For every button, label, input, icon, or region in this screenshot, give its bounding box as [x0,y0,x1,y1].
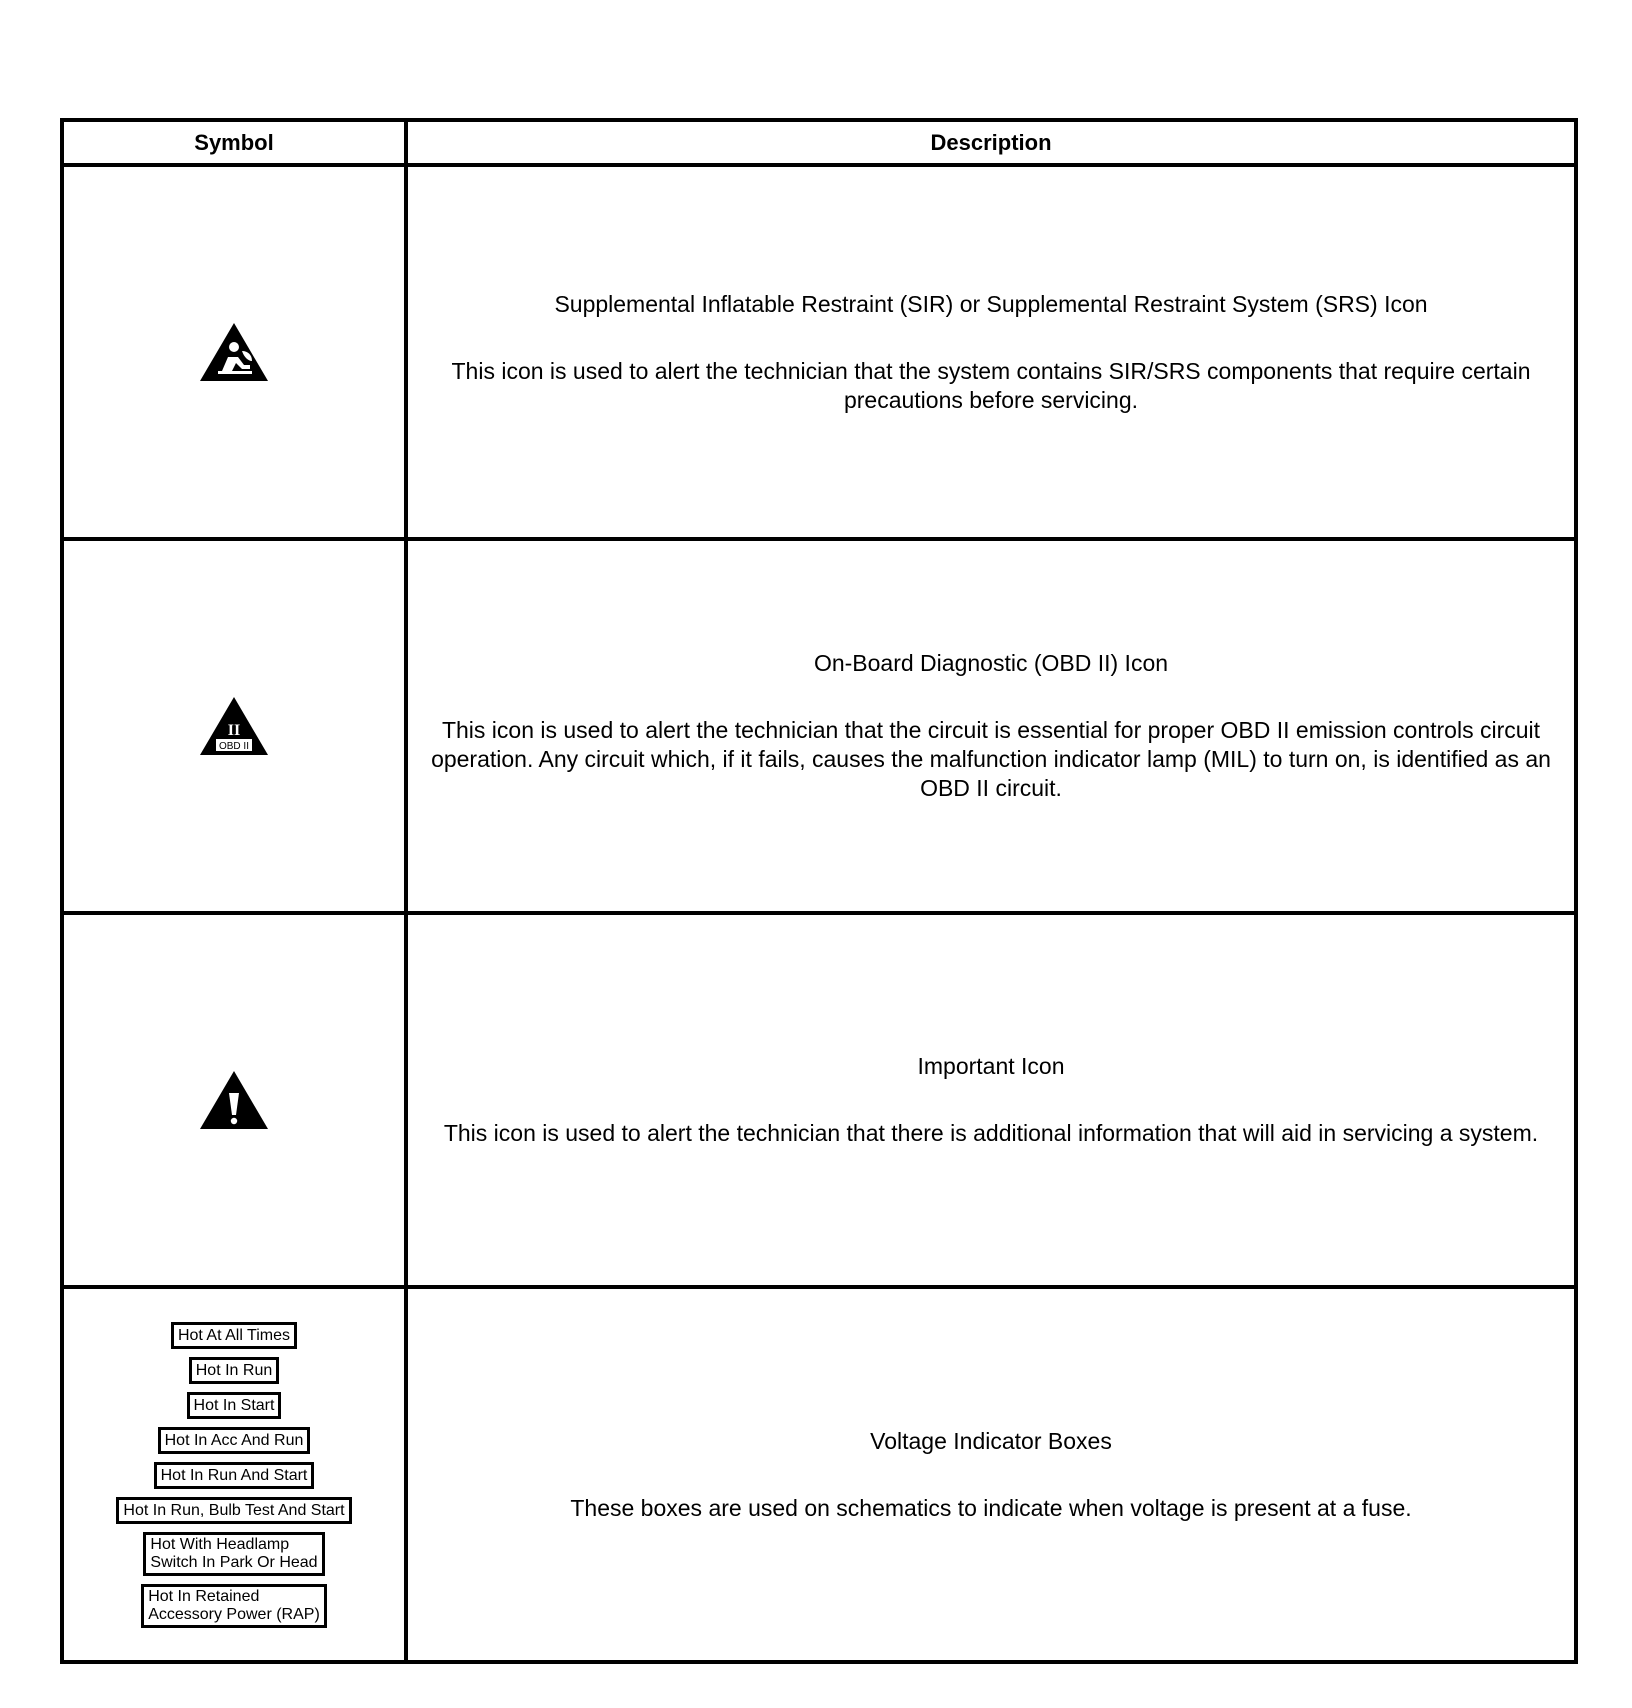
table-row [64,537,1574,911]
voltage-indicator-box: Hot In Run, Bulb Test And Start [116,1497,351,1524]
row-body: These boxes are used on schematics to indicate when voltage is present at a fuse. [570,1494,1412,1521]
voltage-indicator-box: Hot In Acc And Run [158,1427,311,1454]
obd-ii-warning-icon [198,695,270,757]
symbol-description-table [60,118,1578,1664]
voltage-indicator-box: Hot In Start [187,1392,282,1419]
important-exclamation-warning-icon [198,1069,270,1131]
description-cell [408,541,1574,911]
row-body: This icon is used to alert the technician that there is additional information that will aid in servicing a system. [443,1120,1539,1146]
obd-icon-bottom-label: OBD II [218,741,250,752]
symbol-cell [64,167,408,537]
symbol-column-header: Symbol [64,122,408,163]
row-title: On-Board Diagnostic (OBD II) Icon [813,650,1169,676]
voltage-indicator-box: Hot In Retained Accessory Power (RAP) [141,1584,327,1628]
description-column-header: Description [930,130,1052,155]
voltage-indicator-box: Hot With Headlamp Switch In Park Or Head [143,1532,324,1576]
voltage-indicator-box: Hot In Run And Start [154,1462,315,1489]
sir-srs-airbag-warning-icon [198,321,270,383]
description-cell [408,1289,1574,1660]
voltage-indicator-box: Hot At All Times [171,1322,297,1349]
row-title: Important Icon [917,1053,1065,1079]
symbol-cell [64,1289,408,1660]
row-title: Voltage Indicator Boxes [870,1427,1112,1454]
voltage-indicator-box-list [116,1322,351,1628]
description-cell [408,167,1574,537]
table-header-row [64,122,1574,163]
symbol-cell [64,915,408,1285]
table-row [64,911,1574,1285]
row-title: Supplemental Inflatable Restraint (SIR) or Supplemental Restraint System (SRS) Icon [554,290,1428,317]
description-cell [408,915,1574,1285]
row-body: This icon is used to alert the technician that the circuit is essential for proper OBD II emission controls circuit operation. Any circuit which, if it fails, causes the malfunction indicator lamp (MIL) to turn on, is identified as an OBD II circuit. [431,717,1551,801]
row-body: This icon is used to alert the technician that the system contains SIR/SRS components that require certain precautions before servicing. [451,357,1531,413]
table-row [64,1285,1574,1660]
voltage-indicator-box: Hot In Run [189,1357,279,1384]
symbol-cell [64,541,408,911]
table-row [64,163,1574,537]
obd-icon-top-label: II [227,722,241,739]
